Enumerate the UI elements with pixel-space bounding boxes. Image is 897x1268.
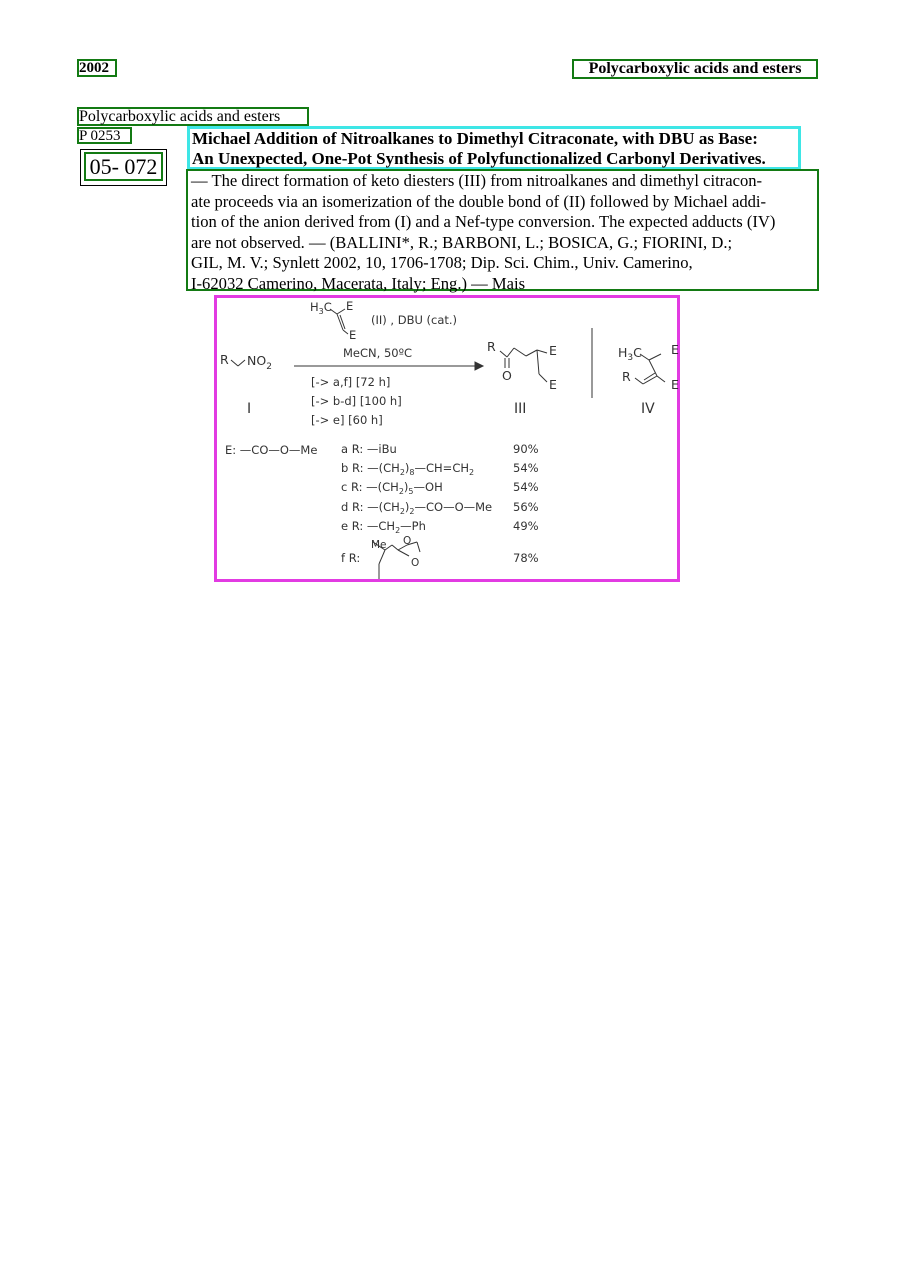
e-definition: E: —CO—O—Me [225, 443, 318, 457]
article-title [187, 126, 801, 170]
article-title-line: An Unexpected, One-Pot Synthesis of Polyfunctionalized Carbonyl Derivatives. [192, 149, 766, 168]
abstract-text [186, 169, 819, 291]
abstract-line: ate proceeds via an isomerization of the double bond of (II) followed by Michael addi- [191, 191, 767, 211]
page-code: P 0253 [77, 127, 132, 144]
abstract-line: are not observed. — (BALLINI*, R.; BARBONI, L.; BOSICA, G.; FIORINI, D.; [191, 232, 733, 252]
reaction-scheme [214, 295, 680, 582]
row-f-label: f R: [341, 551, 361, 565]
r-group-label: R [220, 352, 229, 367]
row-c-label: c R: $—(CH_2)_5—OH$ [341, 480, 443, 496]
row-b-label: b R: $—(CH_2)_8—CH=CH_2$ [341, 461, 475, 477]
abstract-line: I-62032 Camerino, Macerata, Italy; Eng.) — Mais [191, 273, 526, 293]
r-group-label: R [622, 369, 631, 384]
row-a-yield: 90% [513, 442, 539, 456]
row-d-label: d R: $—(CH_2)_2—CO—O—Me$ [341, 500, 493, 516]
no2-label: $NO_2$ [247, 353, 272, 372]
row-a-label: a R: —iBu [341, 442, 397, 456]
row-b-yield: 54% [513, 461, 539, 475]
section-heading: Polycarboxylic acids and esters [77, 107, 309, 126]
condition-line: [-> b-d] [100 h] [311, 394, 402, 408]
me-label: Me [371, 539, 387, 551]
abstract-number-box [80, 149, 167, 186]
solvent-label: MeCN, 50ºC [343, 346, 413, 360]
reagent-label: (II) , DBU (cat.) [371, 313, 458, 327]
condition-line: [-> a,f] [72 h] [311, 375, 391, 389]
row-e-yield: 49% [513, 519, 539, 533]
row-c-yield: 54% [513, 480, 539, 494]
abstract-number: 05- 072 [84, 152, 163, 181]
dioxolane-o-label: O [403, 535, 412, 547]
header-year: 2002 [77, 59, 117, 77]
ester-e-label: E [671, 342, 679, 357]
compound-label-iv: IV [641, 401, 655, 417]
condition-line: [-> e] [60 h] [311, 413, 383, 427]
dioxolane-o-label: O [411, 557, 420, 569]
ester-e-label: E [346, 299, 354, 313]
compound-label-i: I [247, 401, 252, 417]
abstract-line: tion of the anion derived from (I) and a Nef-type conversion. The expected adducts (IV) [191, 212, 776, 231]
r-group-label: R [487, 339, 496, 354]
h3c-label: $H_3C$ [310, 300, 332, 316]
ester-e-label: E [671, 377, 679, 392]
header-running-title: Polycarboxylic acids and esters [572, 59, 818, 79]
ester-e-label: E [349, 328, 357, 342]
ester-e-label: E [549, 343, 557, 358]
scheme-drawing [217, 298, 677, 579]
compound-label-iii: III [514, 401, 527, 417]
carbonyl-o-label: O [502, 368, 512, 383]
article-title-line: Michael Addition of Nitroalkanes to Dimethyl Citraconate, with DBU as Base: [192, 129, 758, 148]
row-d-yield: 56% [513, 500, 539, 514]
ester-e-label: E [549, 377, 557, 392]
h3c-label: $H_3C$ [618, 345, 642, 363]
abstract-line: — The direct formation of keto diesters (III) from nitroalkanes and dimethyl citracon- [191, 171, 763, 190]
row-f-yield: 78% [513, 551, 539, 565]
abstract-line: GIL, M. V.; Synlett 2002, 10, 1706-1708; Dip. Sci. Chim., Univ. Camerino, [191, 253, 693, 272]
row-e-label: e R: $—CH_2—Ph$ [341, 519, 426, 535]
